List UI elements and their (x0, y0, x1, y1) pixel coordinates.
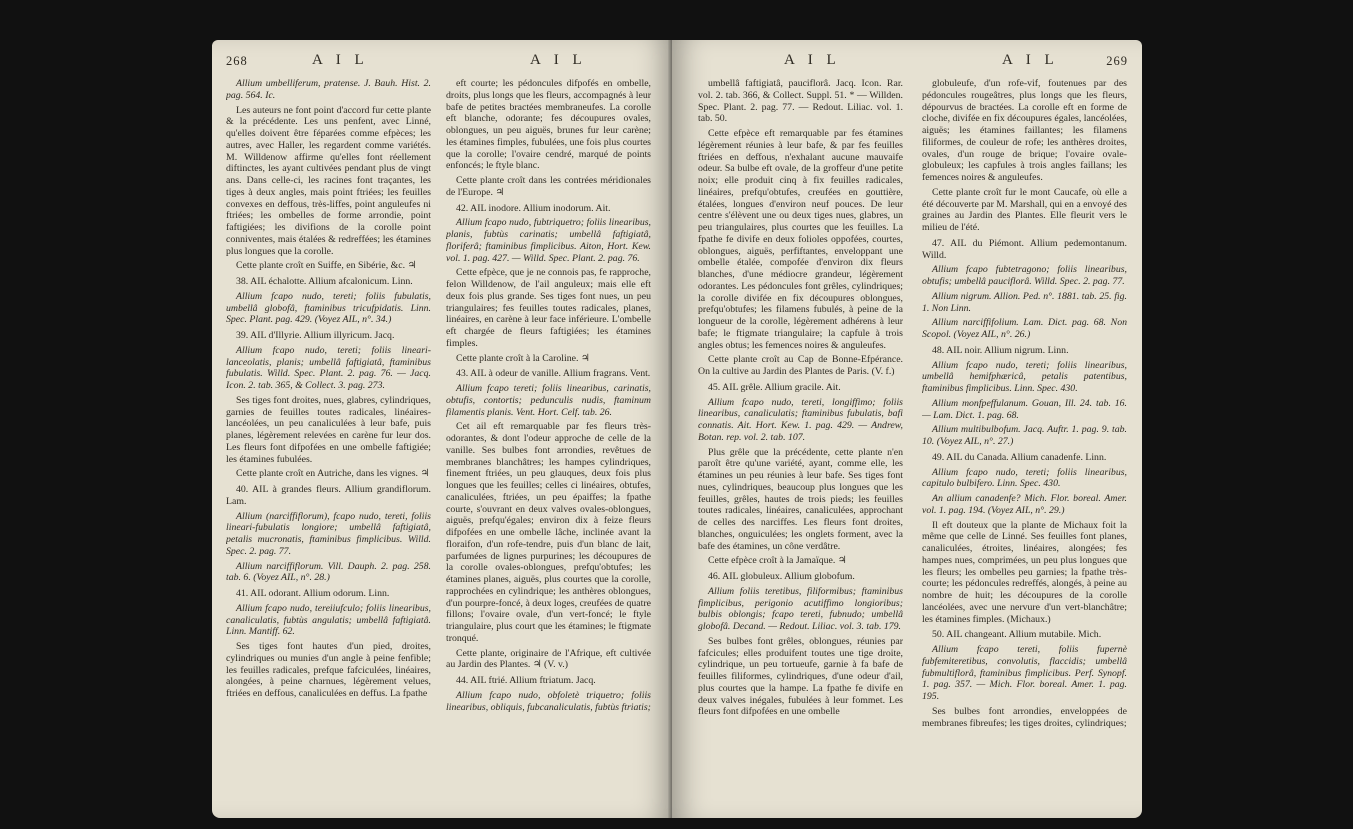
page-number-right: 269 (1106, 54, 1128, 68)
paragraph: An allium canadenfe? Mich. Flor. boreal. Amer. vol. 1. pag. 194. (Voyez AIL, n°. 29.) (922, 493, 1127, 516)
paragraph: Il eft douteux que la plante de Michaux foit la même que celle de Linné. Ses feuilles font planes, canaliculées, étroites, linéaires, alongées; fes hampes nues, comprimées, un peu plus longues que les fleurs; les ombelles peu garnies; la fpathe très-courte; les pédoncules redreffés, alongés, à peine au nombre de huit; les découpures de la corolle lancéolées, avec une nervure d'un vert-blanchâtre; les étamines fimples. (Michaux.) (922, 519, 1127, 625)
right-column-2 (922, 78, 1127, 808)
paragraph: Allium umbelliferum, pratense. J. Bauh. Hist. 2. pag. 564. Ic. (226, 78, 431, 101)
paragraph: globuleufe, d'un rofe-vif, foutenues par des pédoncules rougeâtres, plus longs que les fleurs, dépourvus de bractées. La corolle eft en forme de cloche, divifée en fix découpures égales, lancéolées, aiguës; les étamines faillantes; les filamens filiformes, de couleur de rofe; les anthères droites, ovales, d'un rouge de brique; l'ovaire ovale-globuleux; les capfules à trois angles faillans; les femences noires & anguleufes. (922, 78, 1127, 183)
paragraph: Cet ail eft remarquable par fes fleurs très-odorantes, & dont l'odeur approche de celle de la vanille. Ses bulbes font arrondies, revêtues de membranes blanchâtres; les hampes cylindriques, finement ftriées, un peu glauques, deux fois plus longues que les feuilles; celles ci linéaires, obtufes, canaliculées, ftriées, un peu épaiffes; la fpathe courte, s'ouvrant en deux valves ovales-oblongues, aiguës, prefqu'égales; environ dix à feize fleurs difpofées en une ombelle lâche, inclinée avant la floraifon, d'un rofe-tendre, puis d'un blanc de lait, parfumées de lignes purpurines; les découpures de la corolle ovales-oblongues, prefqu'obtufes; les étamines planes, aiguës, plus courtes que la corolle, rapprochées en cylindrique; les anthères oblongues, d'un pourpre-foncé, à deux loges, creufées de quatre fillons; l'ovaire ovale, d'un vert-foncé; le ftyle triangulaire, plus court que les étamines; le ftigmate tronqué. (446, 421, 651, 644)
paragraph: 39. AIL d'Illyrie. Allium illyricum. Jacq. (236, 330, 395, 341)
paragraph: 41. AIL odorant. Allium odorum. Linn. (236, 588, 390, 599)
running-head-left-col2: A I L (530, 52, 587, 68)
paragraph: 43. AIL à odeur de vanille. Allium fragrans. Vent. (456, 368, 651, 380)
left-column-2 (446, 78, 651, 808)
paragraph: Allium fcapo tereti; foliis linearibus, carinatis, obtufis, contortis; pedunculis nudis, ftaminum filamentis planis. Vent. Hort. Celf. tab. 26. (446, 383, 651, 418)
paragraph: Allium fcapo nudo, tereti, longiffimo; foliis linearibus, canaliculatis; ftaminibus fubulatis, bafi connatis. Ait. Hort. Kew. 1. pag. 429. — Andrew, Botan. rep. vol. 2. tab. 107. (698, 396, 903, 443)
paragraph: 44. AIL ftrié. Allium ftriatum. Jacq. (456, 675, 596, 686)
paragraph: Allium fcapo nudo, fubtriquetro; foliis linearibus, planis, fubtùs carinatis; umbellâ faftigiatâ, floriferâ; ftaminibus fimplicibus. Aiton, Hort. Kew. vol. 1. pag. 427. — Willd. Spec. Plant. 2. pag. 76. (446, 217, 651, 264)
paragraph: Ses bulbes font arrondies, enveloppées de membranes fibreufes; les tiges droites, cylindriques; (922, 705, 1127, 729)
left-column-1 (226, 78, 431, 808)
paragraph: Allium fcapo nudo, tereti; foliis linearibus, umbellâ hemifphæricâ, petalis patentibus, ftaminibus fimplicibus. Linn. Spec. 430. (922, 359, 1127, 394)
paragraph: Ses tiges font droites, nues, glabres, cylindriques, garnies de feuilles toutes radicales, linéaires-lancéolées, un peu canaliculées à leur bafe, puis planes, légèrement relevées en carène fur leur dos. Les fleurs font difpofées en une ombelle faftigiée; les étamines fubulées. (226, 394, 431, 465)
paragraph: 50. AIL changeant. Allium mutabile. Mich. (932, 629, 1102, 641)
paragraph: Plus grêle que la précédente, cette plante n'en paroît être qu'une variété, ayant, comme elle, les étamines un peu réunies à leur bafe. Ses tiges font nues, cylindriques, beaucoup plus longues que les feuilles, grêles, hautes de trois pieds; les feuilles toutes radicales, linéaires, canaliculées, approchant de celles des narciffes. Les fleurs font droites, blanches, onguiculées; les onglets forment, avec la bafe des étamines, un cône verdâtre. (698, 446, 903, 552)
paragraph: 47. AIL du Piémont. Allium pedemontanum. Willd. (922, 237, 1127, 261)
paragraph: Les auteurs ne font point d'accord fur cette plante & la précédente. Les uns penfent, avec Linné, qu'elles doivent être féparées comme efpèces; les autres, avec Haller, les regardent comme variétés. M. Willdenow affirme qu'elles font réellement diftinctes, les ayant cultivées pendant plus de vingt ans. Dans celle-ci, les racines font traçantes, les tiges à deux angles, mais point ftriées; les feuilles convexes en deffous, très-liffes, point anguleufes ni ftriées; les ombelles de forme arrondie, point faftigiées; les divifions de la corolle point conniventes, mais étalées & redreffées; les étamines plus longues que la corolle. (226, 104, 431, 257)
right-column-1 (698, 78, 903, 808)
paragraph: Allium foliis teretibus, filiformibus; ftaminibus fimplicibus, perigonio acutiffimo longioribus; bulbis oblongis; fcapo tereti, fubnudo; umbellâ globofâ. Decand. — Redout. Liliac. vol. 3. tab. 179. (698, 585, 903, 632)
paragraph: Allium multibulbofum. Jacq. Auftr. 1. pag. 9. tab. 10. (Voyez AIL, n°. 27.) (922, 424, 1127, 447)
paragraph: Allium narciffifolium. Lam. Dict. pag. 68. Non Scopol. (Voyez AIL, n°. 26.) (922, 317, 1127, 340)
paragraph: 48. AIL noir. Allium nigrum. Linn. (932, 344, 1069, 356)
right-page (672, 40, 1142, 818)
paragraph: Allium fcapo tereti, foliis fupernè fubfemiteretibus, convolutis, flaccidis; umbellâ fubmultiflorâ, ftaminibus fimplicibus. Perf. Synopf. 1. pag. 357. — Mich. Flor. boreal. Amer. 1. pag. 195. (922, 644, 1127, 702)
paragraph: 45. AIL grêle. Allium gracile. Ait. (708, 381, 841, 393)
running-head-right-col1: A I L (784, 52, 841, 68)
page-number-left: 268 (226, 54, 248, 68)
paragraph: Allium fcapo fubtetragono; foliis linearibus, obtufis; umbellâ pauciflorâ. Willd. Spec. 2. pag. 77. (922, 264, 1127, 287)
paragraph: Cette plante croît au Cap de Bonne-Efpérance. On la cultive au Jardin des Plantes de Paris. (V. f.) (698, 354, 903, 377)
paragraph: 46. AIL globuleux. Allium globofum. (708, 571, 855, 582)
paragraph: Cette efpèce croît à la Jamaïque. ♃ (708, 555, 847, 567)
paragraph: eft courte; les pédoncules difpofés en ombelle, droits, plus longs que les fleurs, accompagnés à leur bafe de petites bractées membraneufes. La corolle eft blanche, odorante; fes découpures ovales, oblongues, un peu aiguës, brunes fur leur carène; les étamines fimples, fubulées, une fois plus courtes que la corolle; l'ovaire cendré, marqué de points enfoncés; le ftyle blanc. (446, 78, 651, 172)
paragraph: umbellâ faftigiatâ, pauciflorâ. Jacq. Icon. Rar. vol. 2. tab. 366, & Collect. Suppl. 51. * — Willden. Spec. Plant. 2. pag. 77. — Redout. Liliac. vol. 1. tab. 50. (698, 78, 903, 125)
paragraph: Allium fcapo nudo, obfoletè triquetro; foliis linearibus, obliquis, fubcanaliculatis, fubtùs ftriatis; (446, 689, 651, 713)
paragraph: Cette plante croît dans les contrées méridionales de l'Europe. ♃ (446, 175, 651, 198)
paragraph: Cette plante, originaire de l'Afrique, eft cultivée au Jardin des Plantes. ♃ (V. v.) (446, 647, 651, 671)
running-head-left-col1: A I L (312, 52, 369, 68)
paragraph: Cette efpèce, que je ne connois pas, fe rapproche, felon Willdenow, de l'ail anguleux; mais elle eft deux fois plus grande. Ses tiges font nues, un peu triangulaires; fes feuilles toutes radicales, planes, linéaires, en carène à leur face inférieure. L'ombelle eft chargée de fleurs faftigiées; les étamines fimples. (446, 267, 651, 349)
paragraph: 38. AIL échalotte. Allium afcalonicum. Linn. (236, 276, 413, 287)
paragraph: Allium fcapo nudo, tereti; foliis lineari-lanceolatis, planis; umbellâ faftigiatâ, ftaminibus fubulatis. Willd. Spec. Plant. 2. pag. 76. — Jacq. Icon. 2. tab. 365, & Collect. 3. pag. 273. (226, 344, 431, 391)
paragraph: Allium narciffiflorum. Vill. Dauph. 2. pag. 258. tab. 6. (Voyez AIL, n°. 28.) (226, 560, 431, 584)
paragraph: Ses bulbes font grêles, oblongues, réunies par fafcicules; elles produifent toutes une tige droite, cylindrique, un peu tortueufe, garnie à fa bafe de feuilles filiformes, cylindriques, d'une odeur d'ail, plus courtes que la hampe. La fpathe fe divife en deux valves inégales, fubulées à leur fommet. Les fleurs font difpofées en une ombelle (698, 635, 903, 718)
paragraph: Allium fcapo nudo, tereiiufculo; foliis linearibus, canaliculatis, fubtùs angulatis; umbellâ faftigiatâ. Linn. Mantiff. 62. (226, 602, 431, 638)
paragraph: Allium monfpeffulanum. Gouan, Ill. 24. tab. 16. — Lam. Dict. 1. pag. 68. (922, 397, 1127, 421)
paragraph: Cette plante croît fur le mont Caucafe, où elle a été découverte par M. Marshall, qui en a envoyé des graines au Jardin des Plantes. Elle fleurit vers le milieu de l'été. (922, 186, 1127, 233)
left-page (212, 40, 672, 818)
paragraph: Cette plante croît à la Caroline. ♃ (456, 352, 590, 364)
paragraph: Cette efpèce eft remarquable par fes étamines légèrement réunies à leur bafe, & par fes feuilles ftriées en deffous, n'exhalant aucune mauvaife odeur. Sa bulbe eft ovale, de la groffeur d'une petite noix; elle produit cinq à fix feuilles radicales, linéaires, prefqu'obtufes, creufées en gouttière, étalées, longues d'environ neuf pouces. De leur centre s'élèvent une ou deux tiges nues, glabres, un peu triangulaires, plus courtes que les feuilles. La fpathe fe divife en deux folioles oppofées, courtes, oblongues, aiguës, perfiftantes, enveloppant une ombelle étalée, compofée d'environ dix fleurs blanches, d'une médiocre grandeur, légèrement odorantes. Les pédoncules font grêles, cylindriques; la corolle divifée en fix découpures oblongues, prefqu'obtufes; les filamens fubulés, à peine de la longueur de la corolle, légèrement adhérens à leur bafe; le ftigmate triangulaire; la capfule à trois angles obtus; les femences noires & anguleufes. (698, 128, 903, 351)
paragraph: Allium fcapo nudo, tereti; foliis fubulatis, umbellâ globofâ, ftaminibus tricufpidatis. Linn. Spec. Plant. pag. 429. (Voyez AIL, n°. 34.) (226, 290, 431, 326)
paragraph: 42. AIL inodore. Allium inodorum. Ait. (456, 202, 611, 214)
paragraph: Allium fcapo nudo, tereti; foliis linearibus, capitulo bulbifero. Linn. Spec. 430. (922, 466, 1127, 490)
running-head-right-col2: A I L (1002, 52, 1059, 68)
paragraph: 40. AIL à grandes fleurs. Allium grandiflorum. Lam. (226, 484, 431, 507)
paragraph: Allium (narciffiflorum), fcapo nudo, tereti, foliis lineari-fubulatis longiore; umbellâ faftigiatâ, petalis mucronatis, ftaminibus fimplicibus. Willd. Spec. 2. pag. 77. (226, 510, 431, 557)
paragraph: Ses tiges font hautes d'un pied, droites, cylindriques ou munies d'un angle à peine fenfible; les feuilles radicales, prefque fafciculées, linéaires, alongées, à peine charnues, légèrement velues, ftriées en deffous, canaliculées en deffus. La fpathe (226, 641, 431, 699)
paragraph: Cette plante croît en Autriche, dans les vignes. ♃ (236, 468, 430, 480)
paragraph: Cette plante croît en Suiffe, en Sibérie, &c. ♃ (236, 260, 417, 272)
paragraph: 49. AIL du Canada. Allium canadenfe. Linn. (932, 451, 1107, 463)
paragraph: Allium nigrum. Allion. Ped. n°. 1881. tab. 25. fig. 1. Non Linn. (922, 290, 1127, 314)
